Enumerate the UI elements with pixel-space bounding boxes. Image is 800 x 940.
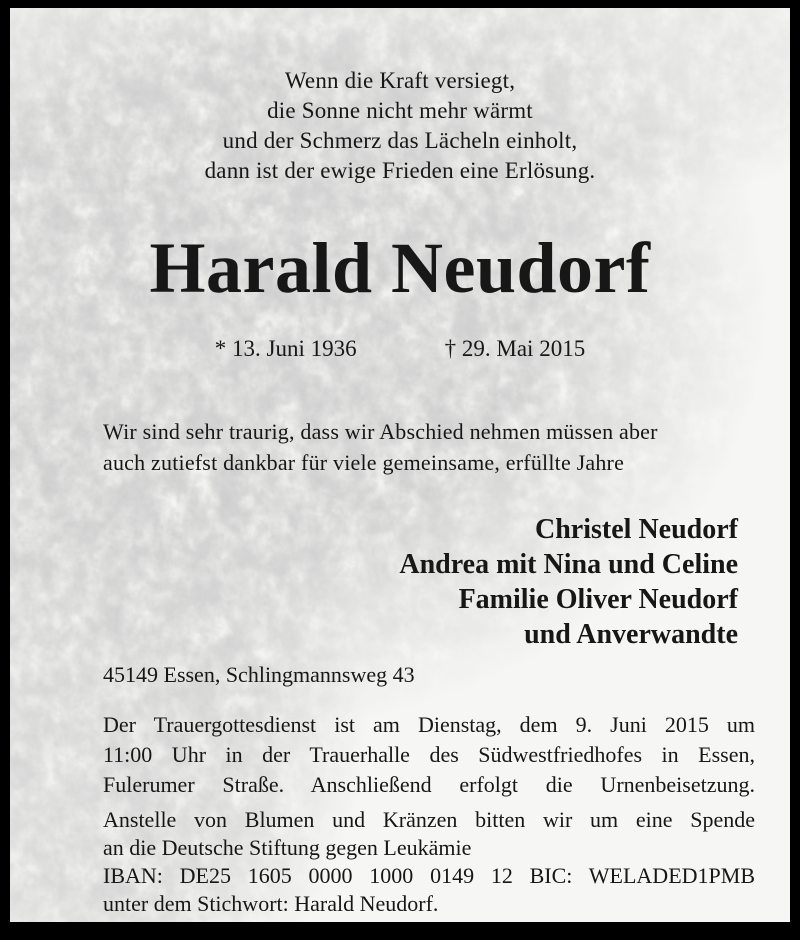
condolence-line: auch zutiefst dankbar für viele gemeinsame, erfüllte Jahre <box>103 450 625 475</box>
donation-line: Anstelle von Blumen und Kränzen bitten wir um eine Spende <box>103 807 755 832</box>
life-dates <box>10 334 790 364</box>
mourner-name: Andrea mit Nina und Celine <box>399 549 738 580</box>
mourners-list <box>210 512 738 652</box>
donation-keyword-line: unter dem Stichwort: Harald Neudorf. <box>103 891 439 916</box>
condolence-line: Wir sind sehr traurig, dass wir Abschied nehmen müssen aber <box>103 419 658 444</box>
condolence-text <box>103 416 750 478</box>
service-line: Fulerumer Straße. Anschließend erfolgt die Urnenbeisetzung. <box>103 772 755 797</box>
notice-content <box>10 8 790 922</box>
verse-line: und der Schmerz das Lächeln einholt, <box>222 128 578 153</box>
opening-verse <box>10 66 790 186</box>
death-date: † 29. Mai 2015 <box>444 336 586 361</box>
donation-line: an die Deutsche Stiftung gegen Leukämie <box>103 835 472 860</box>
service-line: 11:00 Uhr in der Trauerhalle des Südwestfriedhofes in Essen, <box>103 742 755 767</box>
mourner-name: Christel Neudorf <box>535 514 738 545</box>
verse-line: die Sonne nicht mehr wärmt <box>267 98 533 123</box>
donation-iban-line: IBAN: DE25 1605 0000 1000 0149 12 BIC: WELADED1PMB <box>103 863 755 888</box>
funeral-service-info <box>103 710 755 800</box>
address-line: 45149 Essen, Schlingmannsweg 43 <box>103 662 415 687</box>
service-line: Der Trauergottesdienst ist am Dienstag, dem 9. Juni 2015 um <box>103 712 755 737</box>
deceased-name: Harald Neudorf <box>149 228 651 308</box>
obituary-notice-paper <box>8 6 792 924</box>
verse-line: dann ist der ewige Frieden eine Erlösung. <box>204 158 596 183</box>
mourner-name: Familie Oliver Neudorf <box>458 584 738 615</box>
birth-date: * 13. Juni 1936 <box>214 336 357 361</box>
mourner-name: und Anverwandte <box>524 619 738 650</box>
donation-info <box>103 806 755 918</box>
verse-line: Wenn die Kraft versiegt, <box>284 68 516 93</box>
